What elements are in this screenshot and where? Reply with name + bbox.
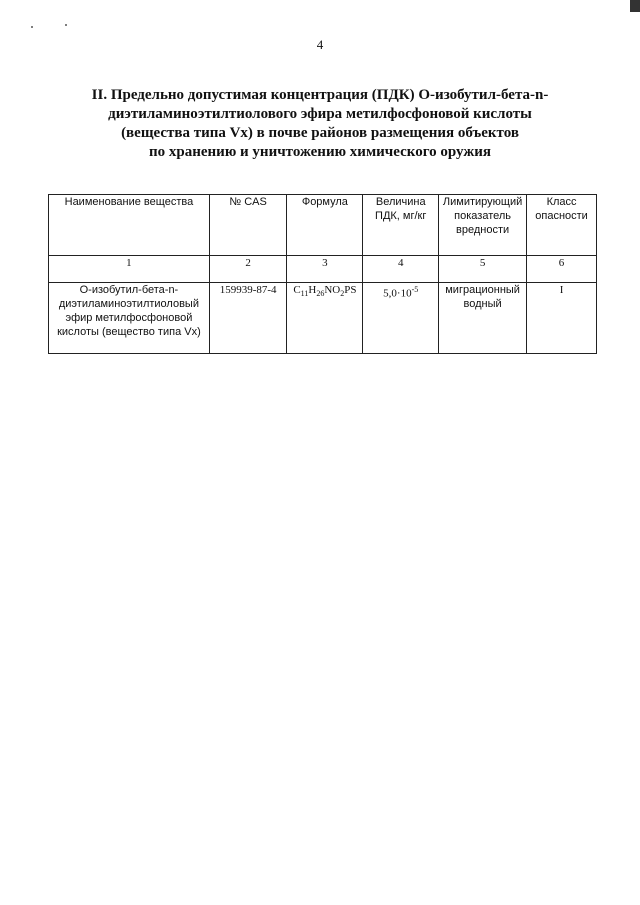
column-number-row xyxy=(49,256,597,283)
header-pdk: Величина ПДК, мг/кг xyxy=(363,195,439,256)
column-number: 6 xyxy=(527,256,597,283)
column-number: 4 xyxy=(363,256,439,283)
cas-number: 159939-87-4 xyxy=(209,283,287,354)
formula: $C_{11}H_{26}NO_2PS$ xyxy=(287,283,363,354)
column-number: 1 xyxy=(49,256,210,283)
title-line: диэтиламиноэтилтиолового эфира метилфосфоновой кислоты xyxy=(108,106,532,122)
title-line: по хранению и уничтожению химического оружия xyxy=(149,144,491,160)
pdk-value: $5,0\cdot 10^{-5}$ xyxy=(363,283,439,354)
pdk-table xyxy=(48,194,597,354)
header-limiting-indicator: Лимитирующий показатель вредности xyxy=(439,195,527,256)
substance-name: О-изобутил-бета-n-диэтиламиноэтилтиоловый эфир метилфосфоновой кислоты (вещество типа Vx) xyxy=(49,283,210,354)
scan-speck xyxy=(31,26,33,28)
table-row xyxy=(49,283,597,354)
section-title xyxy=(60,86,580,162)
column-number: 3 xyxy=(287,256,363,283)
table-header-row xyxy=(49,195,597,256)
scan-corner-mark xyxy=(630,0,640,12)
title-line: (вещества типа Vx) в почве районов размещения объектов xyxy=(121,125,519,141)
title-line: II. Предельно допустимая концентрация (ПДК) О-изобутил-бета-n- xyxy=(91,87,549,103)
limiting-indicator: миграционный водный xyxy=(439,283,527,354)
header-formula: Формула xyxy=(287,195,363,256)
header-cas: № CAS xyxy=(209,195,287,256)
page-number: 4 xyxy=(316,37,324,52)
header-name: Наименование вещества xyxy=(49,195,210,256)
scan-speck xyxy=(65,24,67,26)
header-hazard-class: Класс опасности xyxy=(527,195,597,256)
column-number: 2 xyxy=(209,256,287,283)
column-number: 5 xyxy=(439,256,527,283)
hazard-class: I xyxy=(527,283,597,354)
